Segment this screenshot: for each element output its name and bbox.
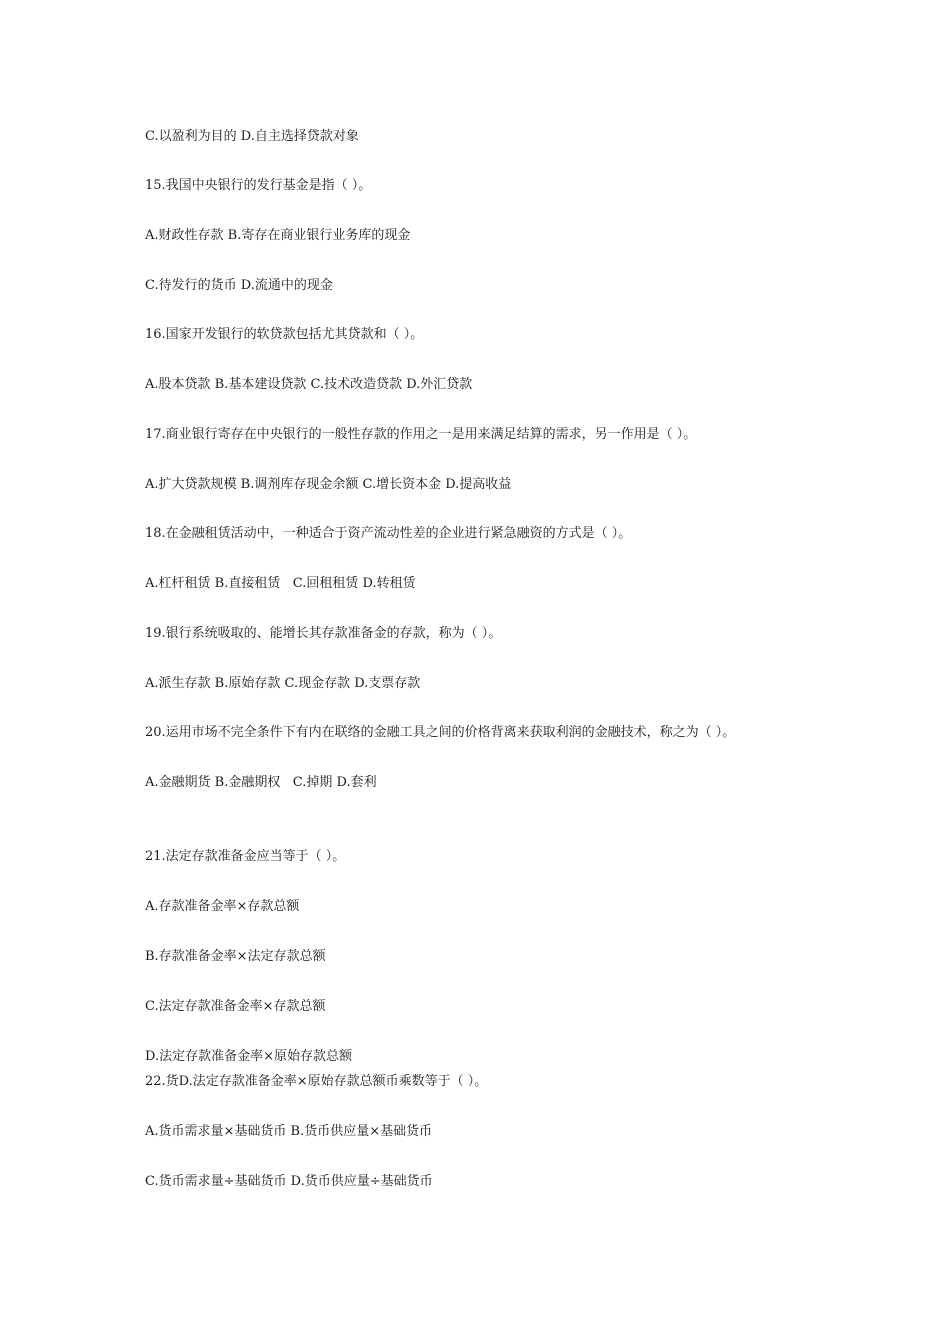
question-17: 17.商业银行寄存在中央银行的一般性存款的作用之一是用来满足结算的需求，另一作用是（ ）。 (145, 427, 697, 442)
option-line-20: A.金融期货 B.金融期权 C.掉期 D.套利 (145, 775, 377, 790)
option-line-17: A.扩大贷款规模 B.调剂库存现金余额 C.增长资本金 D.提高收益 (145, 477, 512, 492)
option-line-22-cd: C.货币需求量÷基础货币 D.货币供应量÷基础货币 (145, 1174, 433, 1189)
option-line-22-ab: A.货币需求量×基础货币 B.货币供应量×基础货币 (145, 1124, 433, 1139)
question-22: 22.货D.法定存款准备金率×原始存款总额币乘数等于（ ）。 (145, 1074, 488, 1089)
option-line-18: A.杠杆租赁 B.直接租赁 C.回租租赁 D.转租赁 (145, 576, 416, 591)
option-line-16: A.股本贷款 B.基本建设贷款 C.技术改造贷款 D.外汇贷款 (145, 377, 473, 392)
question-15: 15.我国中央银行的发行基金是指（ ）。 (145, 178, 372, 193)
question-20: 20.运用市场不完全条件下有内在联络的金融工具之间的价格背离来获取利润的金融技术，称之为（ ）。 (145, 725, 736, 740)
option-line-19: A.派生存款 B.原始存款 C.现金存款 D.支票存款 (145, 676, 421, 691)
question-19: 19.银行系统吸取的、能增长其存款准备金的存款，称为（ ）。 (145, 626, 502, 641)
option-line-15-ab: A.财政性存款 B.寄存在商业银行业务库的现金 (145, 228, 411, 243)
option-21-b: B.存款准备金率×法定存款总额 (145, 949, 326, 964)
option-21-c: C.法定存款准备金率×存款总额 (145, 999, 326, 1014)
question-18: 18.在金融租赁活动中，一种适合于资产流动性差的企业进行紧急融资的方式是（ ）。 (145, 526, 632, 541)
option-line-15-cd: C.待发行的货币 D.流通中的现金 (145, 278, 333, 293)
question-16: 16.国家开发银行的软贷款包括尤其贷款和（ ）。 (145, 327, 424, 342)
option-21-a: A.存款准备金率×存款总额 (145, 899, 300, 914)
option-line-14-cd: C.以盈利为目的 D.自主选择贷款对象 (145, 129, 359, 144)
option-21-d: D.法定存款准备金率×原始存款总额 (145, 1049, 352, 1064)
question-21: 21.法定存款准备金应当等于（ ）。 (145, 849, 346, 864)
